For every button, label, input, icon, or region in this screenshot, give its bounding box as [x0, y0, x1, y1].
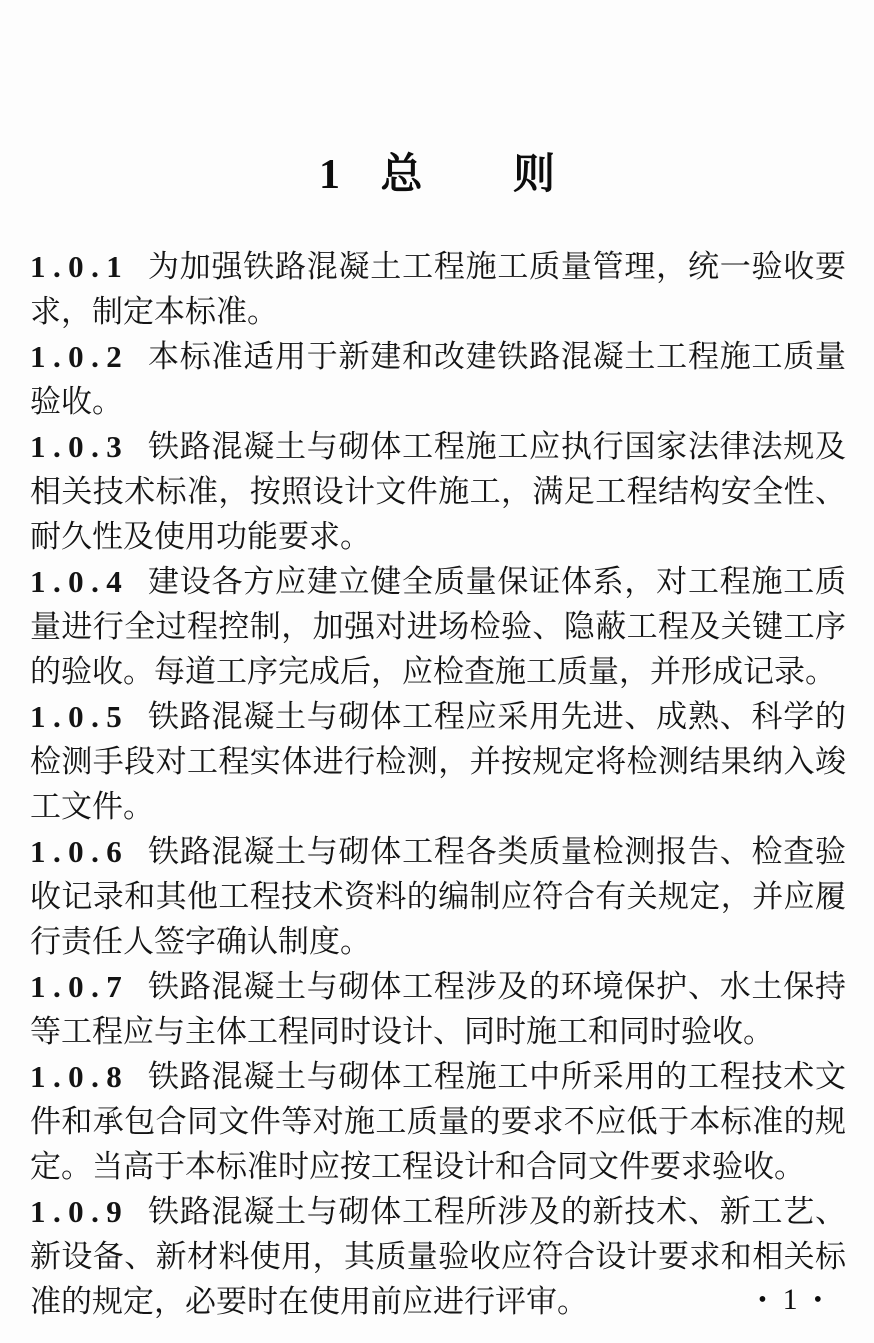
chapter-title-char-1: 总: [380, 152, 423, 198]
clause-number: 1.0.1: [30, 249, 130, 284]
clause-1-0-3: [30, 424, 846, 559]
clause-number: 1.0.2: [30, 339, 130, 374]
clause-text: 铁路混凝土与砌体工程应采用先进、成熟、科学的检测手段对工程实体进行检测，并按规定将检测结果纳入竣工文件。: [30, 699, 846, 824]
clause-1-0-5: [30, 694, 846, 829]
clause-text: 铁路混凝土与砌体工程所涉及的新技术、新工艺、新设备、新材料使用，其质量验收应符合设计要求和相关标准的规定，必要时在使用前应进行评审。: [30, 1194, 846, 1319]
clause-number: 1.0.6: [30, 834, 130, 869]
chapter-title: [0, 0, 874, 204]
clause-text: 铁路混凝土与砌体工程各类质量检测报告、检查验收记录和其他工程技术资料的编制应符合有关规定，并应履行责任人签字确认制度。: [30, 834, 846, 959]
clause-text: 铁路混凝土与砌体工程涉及的环境保护、水土保持等工程应与主体工程同时设计、同时施工和同时验收。: [30, 969, 846, 1049]
clause-number: 1.0.8: [30, 1059, 130, 1094]
clause-text: 本标准适用于新建和改建铁路混凝土工程施工质量验收。: [30, 339, 846, 419]
clause-number: 1.0.9: [30, 1194, 130, 1229]
clause-1-0-7: [30, 964, 846, 1054]
clause-number: 1.0.4: [30, 564, 130, 599]
clause-number: 1.0.5: [30, 699, 130, 734]
clause-text: 建设各方应建立健全质量保证体系，对工程施工质量进行全过程控制，加强对进场检验、隐蔽工程及关键工序的验收。每道工序完成后，应检查施工质量，并形成记录。: [30, 564, 846, 689]
clause-text: 为加强铁路混凝土工程施工质量管理，统一验收要求，制定本标准。: [30, 249, 846, 329]
clause-list: [0, 204, 874, 1324]
clause-1-0-6: [30, 829, 846, 964]
clause-1-0-8: [30, 1054, 846, 1189]
clause-1-0-9: [30, 1189, 846, 1324]
chapter-title-char-2: 则: [513, 152, 556, 198]
footer-bullet-right: •: [813, 1287, 822, 1313]
clause-text: 铁路混凝土与砌体工程施工应执行国家法律法规及相关技术标准，按照设计文件施工，满足工程结构安全性、耐久性及使用功能要求。: [30, 429, 846, 554]
clause-1-0-1: [30, 244, 846, 334]
clause-number: 1.0.3: [30, 429, 130, 464]
clause-1-0-2: [30, 334, 846, 424]
page-number: 1: [782, 1283, 798, 1316]
clause-text: 铁路混凝土与砌体工程施工中所采用的工程技术文件和承包合同文件等对施工质量的要求不应低于本标准的规定。当高于本标准时应按工程设计和合同文件要求验收。: [30, 1059, 846, 1184]
page-footer: [758, 1283, 822, 1317]
clause-1-0-4: [30, 559, 846, 694]
footer-bullet-left: •: [758, 1287, 767, 1313]
chapter-number: 1: [318, 152, 340, 198]
clause-number: 1.0.7: [30, 969, 130, 1004]
